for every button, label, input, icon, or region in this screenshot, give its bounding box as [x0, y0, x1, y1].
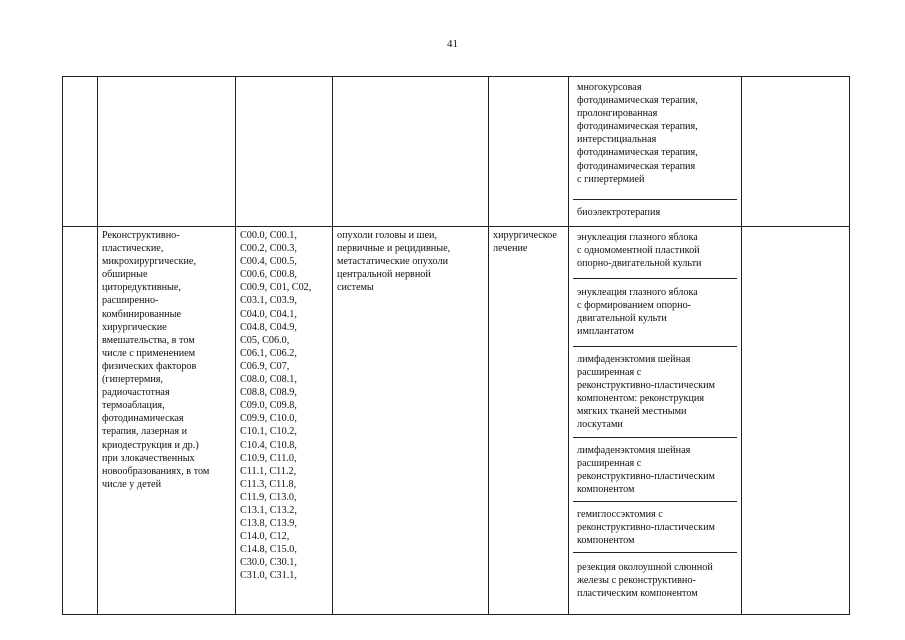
table-row: [63, 77, 850, 227]
method-block: гемиглоссэктомия с реконструктивно-пластическим компонентом: [573, 502, 737, 553]
intervention-cell: Реконструктивно- пластические, микрохирургические, обширные циторедуктивные, расширенно- комбинированные хирургические вмешательства, в том числе с применением физических факторов (гипертермия, радиочастотная термоаблация, фотодинамическая терапия, лазерная и криодеструкция и др.) при злокачественных новообразованиях, в том числе у детей: [98, 227, 236, 615]
price-cell: [742, 227, 850, 615]
method-block: многокурсовая фотодинамическая терапия, пролонгированная фотодинамическая терапия, интерстициальная фотодинамическая терапия, фотодинамическая терапия с гипертермией: [573, 79, 737, 200]
intervention-cell: [98, 77, 236, 227]
method-block: резекция околоушной слюнной железы с реконструктивно- пластическим компонентом: [577, 562, 713, 600]
methods-cell: [569, 77, 742, 227]
treatment-cell: хирургическое лечение: [489, 227, 569, 615]
method-block: энуклеация глазного яблока с формированием опорно- двигательной культи имплантатом: [573, 279, 737, 347]
codes-cell: C00.0, C00.1, C00.2, C00.3, C00.4, C00.5, C00.6, C00.8, C00.9, C01, C02, C03.1, C03.9, C04.0, C04.1, C04.8, C04.9, C05, C06.0, C06.1, C06.2, C06.9, C07, C08.0, C08.1, C08.8, C08.9, C09.0, C09.8, C09.9, C10.0, C10.1, C10.2, C10.4, C10.8, C10.9, C11.0, C11.1, C11.2, C11.3, C11.8, C11.9, C13.0, C13.1, C13.2, C13.8, C13.9, C14.0, C12, C14.8, C15.0, C30.0, C30.1, C31.0, C31.1,: [236, 227, 333, 615]
method-block: лимфаденэктомия шейная расширенная с реконструктивно-пластическим компонентом: реконструкция мягких тканей местными лоскутами: [573, 347, 737, 438]
method-block: лимфаденэктомия шейная расширенная с реконструктивно-пластическим компонентом: [573, 438, 737, 502]
treatment-cell: [489, 77, 569, 227]
method-block: энуклеация глазного яблока с одномоментной пластикой опорно-двигательной культи: [573, 229, 737, 279]
services-table: [62, 76, 850, 615]
table-row: [63, 227, 850, 615]
number-cell: [63, 77, 98, 227]
methods-cell: [569, 227, 742, 615]
number-cell: [63, 227, 98, 615]
method-block: биоэлектротерапия: [577, 207, 661, 218]
codes-cell: [236, 77, 333, 227]
price-cell: [742, 77, 850, 227]
page-number: 41: [447, 38, 458, 50]
diagnosis-cell: опухоли головы и шеи, первичные и рецидивные, метастатические опухоли центральной нервной системы: [333, 227, 489, 615]
diagnosis-cell: [333, 77, 489, 227]
